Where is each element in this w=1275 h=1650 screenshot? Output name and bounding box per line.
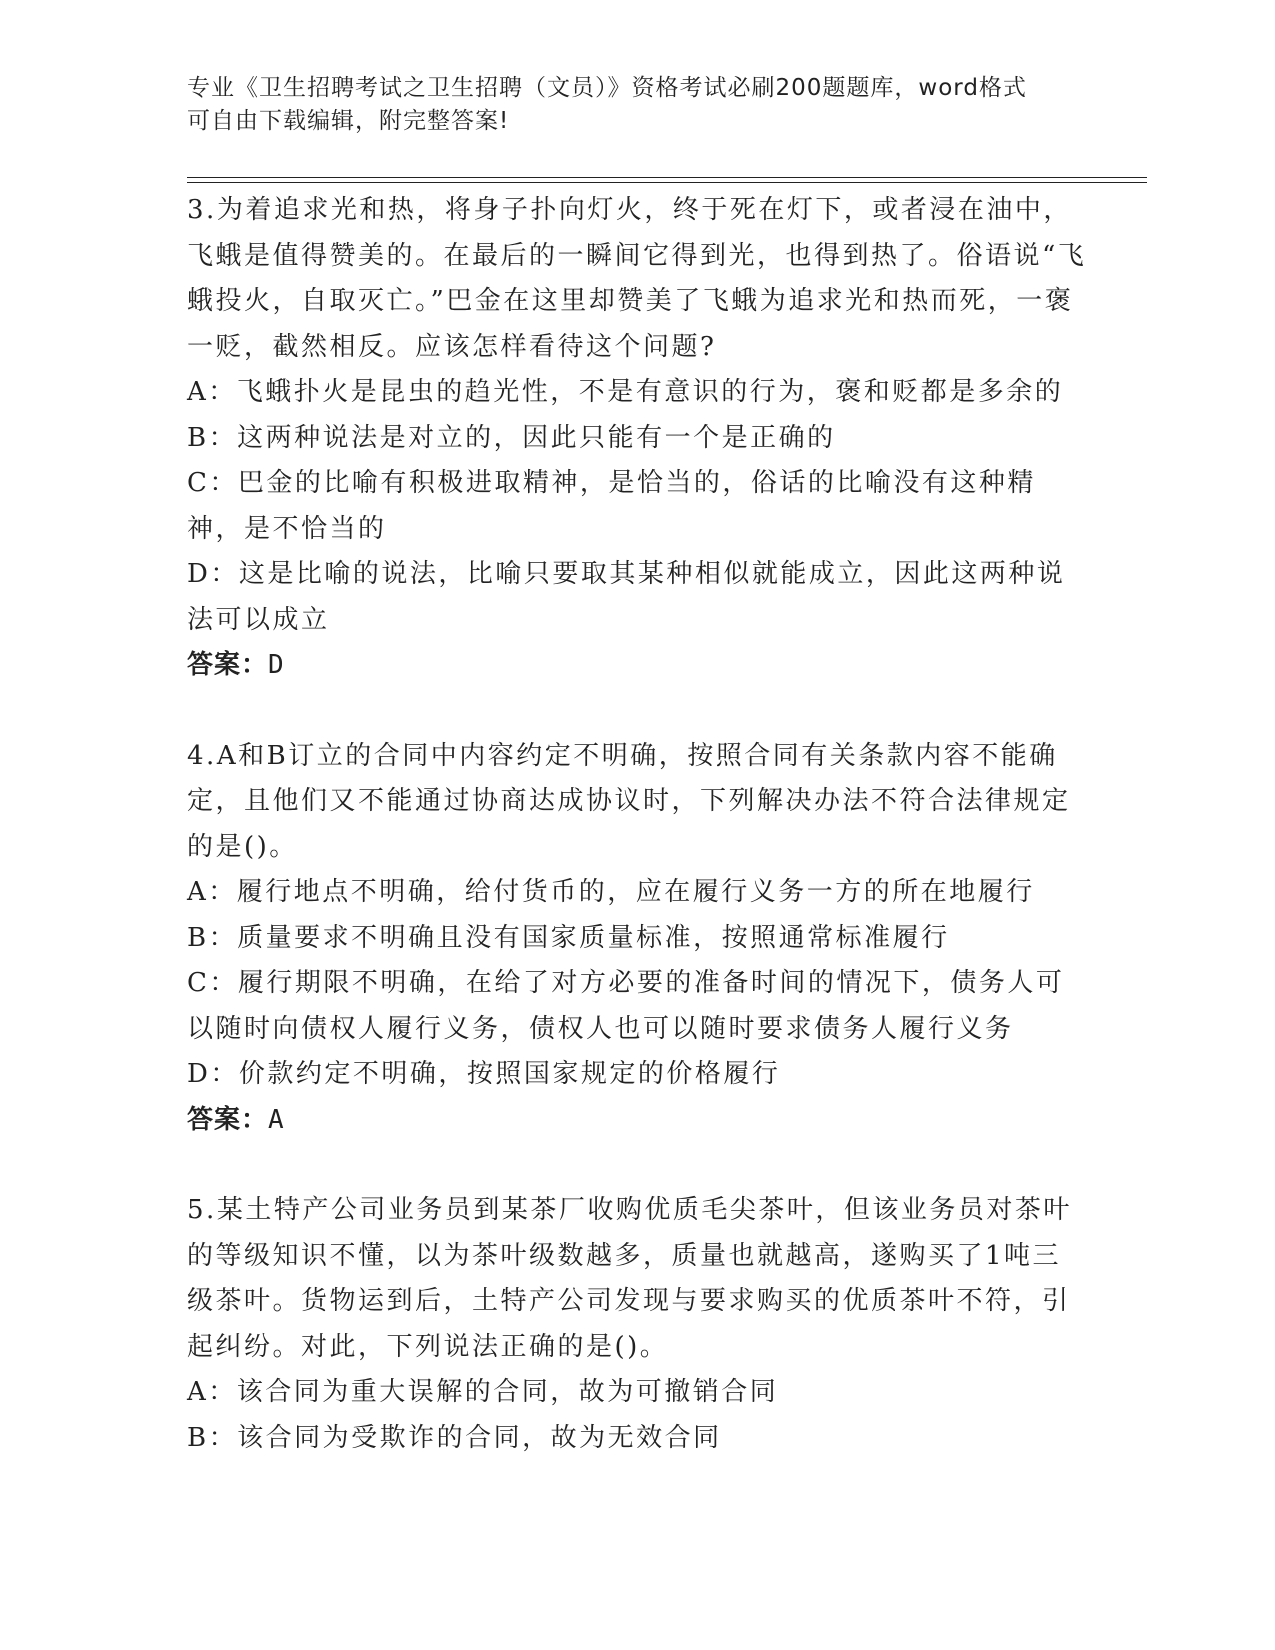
- question-stem: [187, 1188, 1087, 1370]
- answer-value: A: [268, 1104, 285, 1135]
- answer-line: [187, 1098, 1087, 1144]
- question-3: [187, 188, 1087, 689]
- option-c: C：履行期限不明确，在给了对方必要的准备时间的情况下，债务人可以随时向债权人履行义务，债权人也可以随时要求债务人履行义务: [187, 968, 1065, 1044]
- answer-label: 答案：: [187, 650, 269, 680]
- answer-label: 答案：: [187, 1104, 269, 1135]
- question-number: 5.: [187, 1195, 217, 1225]
- header-divider: [187, 182, 1147, 183]
- question-text: 某土特产公司业务员到某茶厂收购优质毛尖茶叶，但该业务员对茶叶的等级知识不懂，以为茶叶级数越多，质量也就越高，遂购买了1吨三级茶叶。货物运到后，土特产公司发现与要求购买的优质茶叶不符，引起纠纷。对此，下列说法正确的是()。: [187, 1195, 1072, 1362]
- question-stem: [187, 188, 1087, 370]
- question-list: [187, 188, 1087, 1506]
- option-b: B：这两种说法是对立的，因此只能有一个是正确的: [187, 422, 836, 453]
- option-a: A：履行地点不明确，给付货币的，应在履行义务一方的所在地履行: [187, 877, 1035, 907]
- option-a: A：该合同为重大误解的合同，故为可撤销合同: [187, 1377, 779, 1407]
- option-c: C：巴金的比喻有积极进取精神，是恰当的，俗话的比喻没有这种精神，是不恰当的: [187, 468, 1036, 544]
- header-divider: [187, 177, 1147, 178]
- option-a: A：飞蛾扑火是昆虫的趋光性，不是有意识的行为，褒和贬都是多余的: [187, 377, 1064, 407]
- document-header: [187, 72, 1067, 138]
- question-stem: [187, 734, 1087, 871]
- answer-line: [187, 643, 1087, 689]
- option-b: B：质量要求不明确且没有国家质量标准，按照通常标准履行: [187, 922, 950, 953]
- option-b: B：该合同为受欺诈的合同，故为无效合同: [187, 1422, 722, 1453]
- question-5: [187, 1188, 1087, 1461]
- question-text: 为着追求光和热，将身子扑向灯火，终于死在灯下，或者浸在油中，飞蛾是值得赞美的。在最后的一瞬间它得到光，也得到热了。俗语说“飞蛾投火，自取灭亡。”巴金在这里却赞美了飞蛾为追求光和热而死，一褒一贬，截然相反。应该怎样看待这个问题?: [187, 195, 1087, 362]
- option-d: D：这是比喻的说法，比喻只要取其某种相似就能成立，因此这两种说法可以成立: [187, 559, 1066, 635]
- header-title-line-1: 专业《卫生招聘考试之卫生招聘（文员）》资格考试必刷200题题库，word格式: [187, 75, 1027, 101]
- answer-value: D: [268, 650, 285, 680]
- header-title-line-2: 可自由下载编辑，附完整答案!: [187, 108, 510, 134]
- question-text: A和B订立的合同中内容约定不明确，按照合同有关条款内容不能确定，且他们又不能通过协商达成协议时，下列解决办法不符合法律规定的是()。: [187, 740, 1071, 862]
- question-number: 4.: [187, 740, 217, 771]
- question-4: [187, 734, 1087, 1144]
- question-number: 3.: [187, 195, 217, 225]
- option-d: D：价款约定不明确，按照国家规定的价格履行: [187, 1059, 781, 1089]
